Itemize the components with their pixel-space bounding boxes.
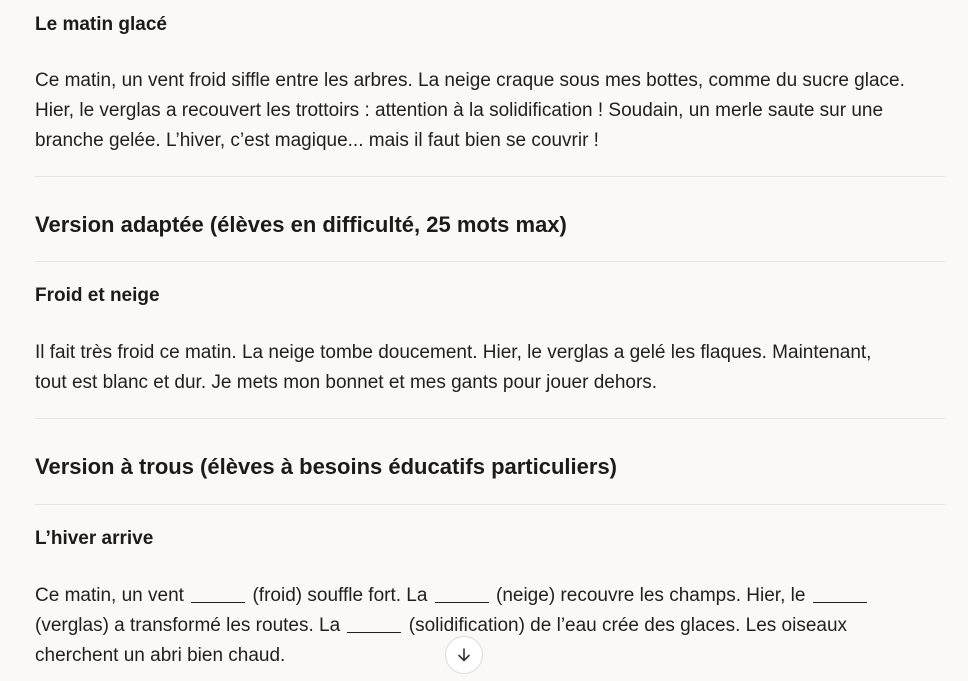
arrow-down-icon <box>455 646 473 664</box>
cloze-segment: (solidification) de l’eau crée des glaces. Les oiseaux cherchent un abri bien chaud. <box>35 615 848 666</box>
cloze-segment: (froid) souffle fort. La <box>252 585 428 606</box>
blank-field[interactable] <box>435 601 489 603</box>
cloze-heading: Version à trous (élèves à besoins éducatifs particuliers) <box>35 454 618 479</box>
adapted-title: Froid et neige <box>35 285 160 306</box>
original-title: Le matin glacé <box>35 14 167 35</box>
cloze-segment: Ce matin, un vent <box>35 585 184 606</box>
cloze-segment: (verglas) a transformé les routes. La <box>35 615 341 636</box>
cloze-title: L’hiver arrive <box>35 528 154 549</box>
blank-field[interactable] <box>813 601 867 603</box>
scroll-to-bottom-button[interactable] <box>445 636 483 674</box>
blank-field[interactable] <box>191 601 245 603</box>
original-text: Ce matin, un vent froid siffle entre les arbres. La neige craque sous mes bottes, comme du sucre glace. Hier, le verglas a recouvert les trottoirs : attention à la solidification ! Soudain, un merle saute sur une branche gelée. L’hiver, c’est magique... mais il faut bien se couvrir ! <box>35 70 905 151</box>
cloze-segment: (neige) recouvre les champs. Hier, le <box>496 585 806 606</box>
blank-field[interactable] <box>347 631 401 633</box>
adapted-heading: Version adaptée (élèves en difficulté, 25 mots max) <box>35 212 567 237</box>
message-content <box>35 0 945 671</box>
adapted-text: Il fait très froid ce matin. La neige tombe doucement. Hier, le verglas a gelé les flaques. Maintenant, tout est blanc et dur. Je mets mon bonnet et mes gants pour jouer dehors. <box>35 342 872 393</box>
